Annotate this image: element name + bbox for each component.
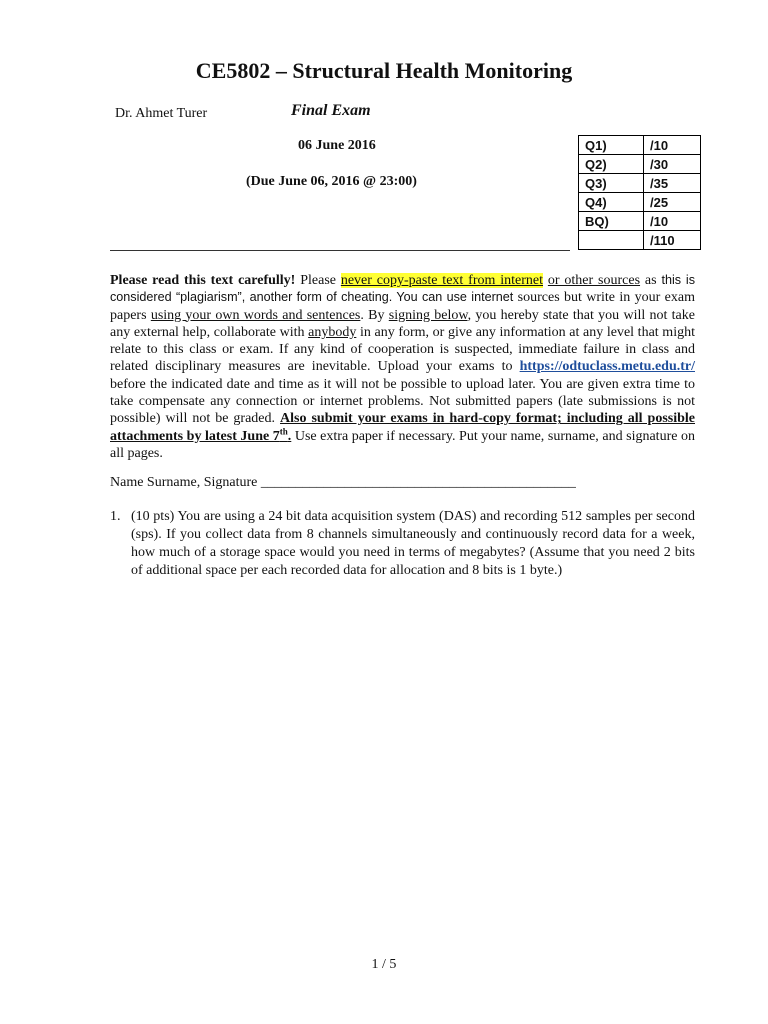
highlighted-warning: never copy-paste text from internet — [340, 273, 544, 288]
name-signature-line — [110, 475, 576, 491]
exam-date: 06 June 2016 — [298, 138, 376, 153]
score-question: Q2) — [579, 155, 644, 174]
instructions-lead: Please read this text carefully! — [110, 273, 296, 288]
name-signature-label: Name Surname, Signature — [110, 475, 258, 490]
underlined-text: anybody — [308, 324, 357, 340]
ordinal-suffix: th — [279, 426, 288, 437]
instructions-text: . By — [360, 307, 389, 323]
instructions-text: before the indicated date and time as it will not be possible to upload later. You are given extra time to take compensate any connection or internet problems. Not submitted papers (late submissions is not possible) will not be graded. — [110, 376, 695, 427]
score-total: /110 — [644, 231, 701, 250]
score-question — [579, 231, 644, 250]
header-divider — [110, 250, 570, 251]
upload-link[interactable]: https://odtuclass.metu.edu.tr/ — [519, 359, 695, 375]
score-question: BQ) — [579, 212, 644, 231]
course-title: CE5802 – Structural Health Monitoring — [195, 58, 573, 83]
score-table — [578, 135, 701, 250]
score-row — [579, 174, 701, 193]
page-number: 1 / 5 — [371, 957, 397, 972]
signature-blank: _____________________________________________ — [260, 475, 576, 490]
instructions-text: Use extra paper if necessary. Put your name, surname, and signature on all pages. — [110, 428, 696, 461]
score-row — [579, 193, 701, 212]
underlined-text: signing below — [388, 307, 468, 323]
score-question: Q4) — [579, 193, 644, 212]
score-max: /25 — [644, 193, 701, 212]
hardcopy-notice-text: Also submit your exams in hard-copy format; including all possible attachments by latest June 7 — [110, 411, 695, 444]
question-number: 1. — [110, 509, 121, 524]
question-text: (10 pts) You are using a 24 bit data acquisition system (DAS) and recording 512 samples per second (sps). If you collect data from 8 channels simultaneously and continuously record data for a week, how much of a storage space would you need in terms of megabytes? (Assume that you need 2 bits of additional space per each recorded data for allocation and 8 bits is 1 byte.) — [131, 509, 695, 578]
instructions-text: sources but write in your exam papers — [110, 290, 695, 323]
score-max: /30 — [644, 155, 701, 174]
score-row — [579, 136, 701, 155]
score-row — [579, 155, 701, 174]
instructions-text: , you hereby state that you will not take any external help, collaborate with — [110, 307, 695, 340]
hardcopy-notice-end: . — [287, 428, 292, 444]
instructions-text: Please — [295, 273, 341, 288]
instructions-text: in any form, or give any information at any level that might relate to this class or exam. If any kind of cooperation is suspected, immediate failure in class and related disciplinary measures are inevitable. Upload your exams to — [110, 324, 695, 375]
score-question: Q1) — [579, 136, 644, 155]
plagiarism-note: this is considered “plagiarism”, another form of cheating. You can use internet — [110, 273, 696, 305]
instructions-paragraph — [110, 272, 695, 462]
score-total-row — [579, 231, 701, 250]
instructor-name: Dr. Ahmet Turer — [115, 106, 208, 121]
score-row — [579, 212, 701, 231]
score-max: /10 — [644, 212, 701, 231]
score-question: Q3) — [579, 174, 644, 193]
exam-type: Final Exam — [291, 102, 371, 119]
score-max: /10 — [644, 136, 701, 155]
instructions-text: as — [640, 273, 662, 288]
due-date: (Due June 06, 2016 @ 23:00) — [246, 174, 417, 189]
question-1 — [110, 508, 695, 580]
underlined-text: using your own words and sentences — [150, 307, 361, 323]
underlined-text: or other sources — [547, 273, 641, 288]
score-max: /35 — [644, 174, 701, 193]
